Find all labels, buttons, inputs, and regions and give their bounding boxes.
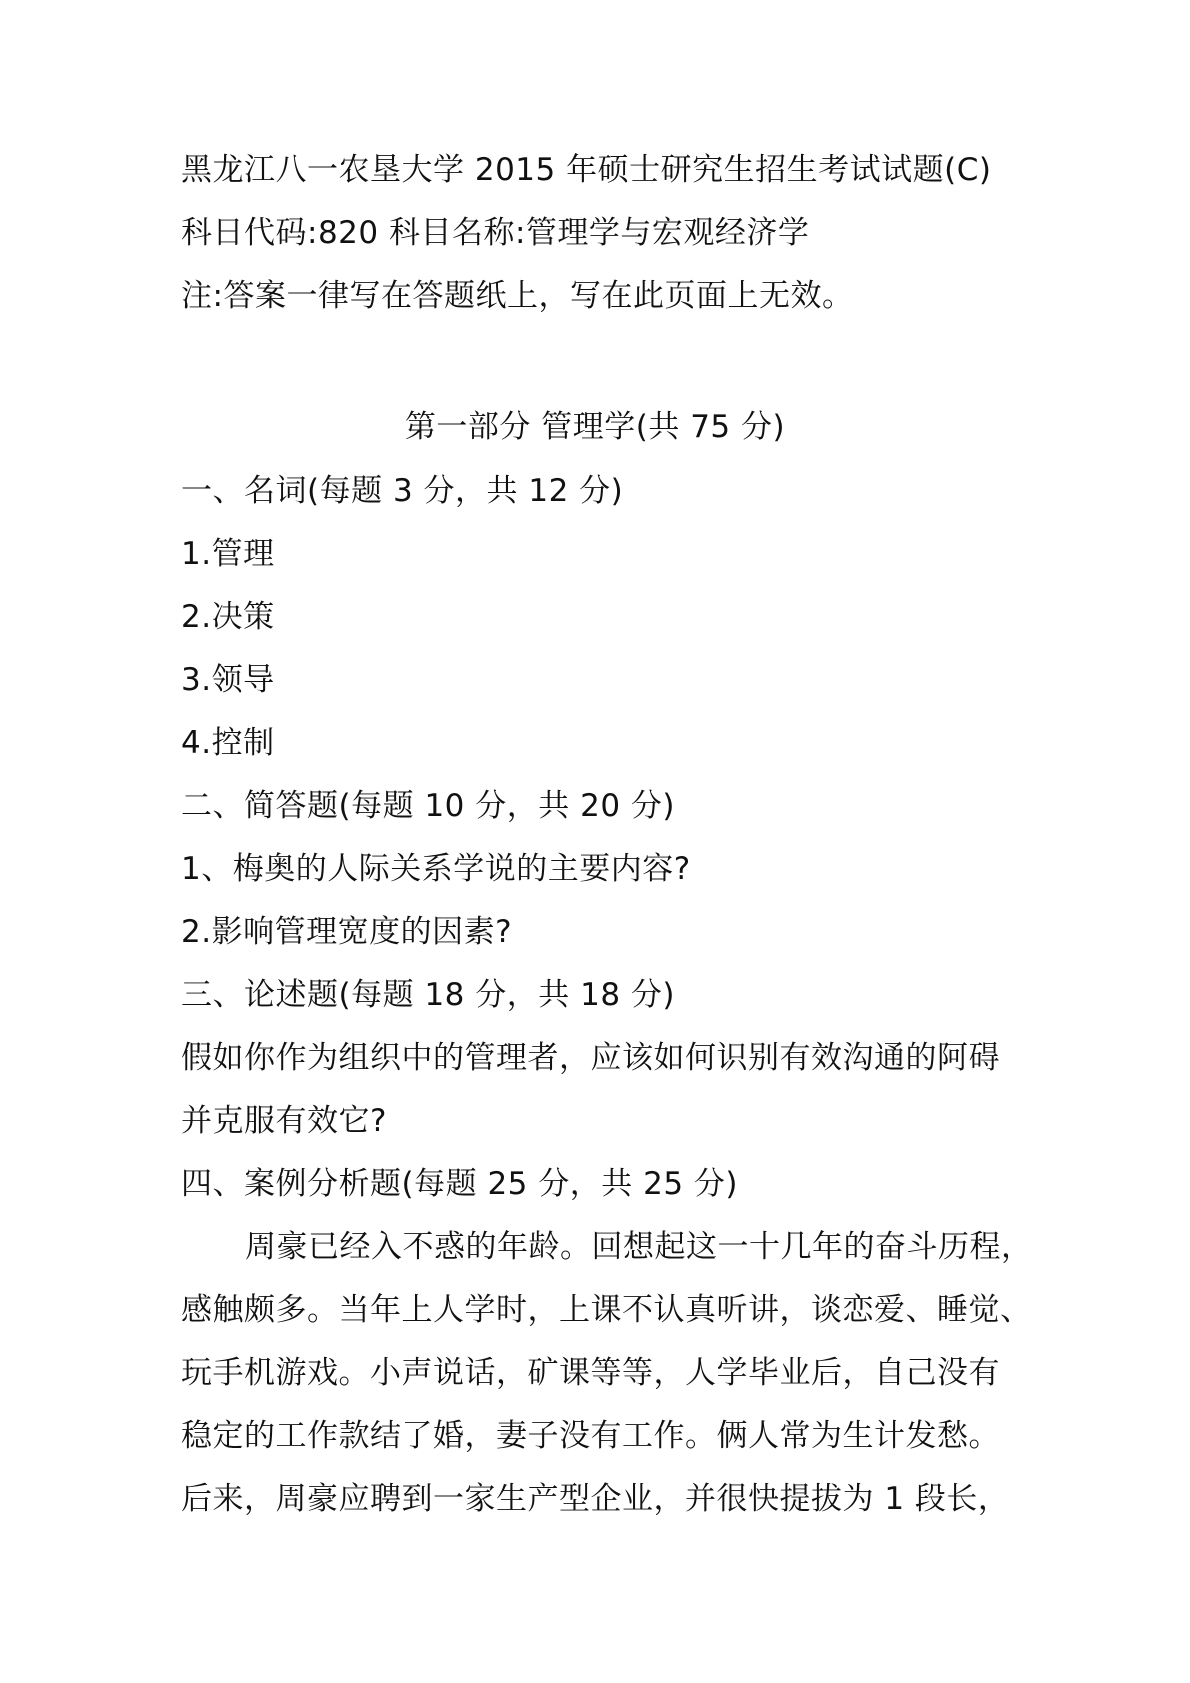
essay-question-line: 并克服有效它? [181, 1103, 387, 1139]
answer-note: 注:答案一律写在答题纸上，写在此页面上无效。 [181, 278, 854, 314]
part-one-title: 第一部分 管理学(共 75 分) [404, 409, 786, 445]
case-paragraph-line: 感触颇多。当年上人学时，上课不认真听讲，谈恋爱、睡觉、 [181, 1292, 1032, 1328]
term-item: 2.决策 [181, 599, 275, 635]
case-paragraph-line: 稳定的工作款结了婚，妻子没有工作。俩人常为生计发愁。 [181, 1418, 1000, 1454]
section-2-heading: 二、简答题(每题 10 分，共 20 分) [181, 788, 675, 824]
term-item: 4.控制 [181, 725, 275, 761]
subject-code-line: 科日代码:820 科目名称:管理学与宏观经济学 [181, 215, 810, 251]
short-answer-item: 1、梅奥的人际关系学说的主要内容? [181, 851, 691, 887]
short-answer-item: 2.影响管理宽度的因素? [181, 914, 513, 950]
essay-question-line: 假如你作为组织中的管理者，应该如何识别有效沟通的阿碍 [181, 1040, 1000, 1076]
term-item: 1.管理 [181, 536, 275, 572]
case-paragraph-line: 后来，周豪应聘到一家生产型企业，并很快提拔为 1 段长， [181, 1481, 1010, 1517]
case-paragraph-line: 玩手机游戏。小声说话，矿课等等，人学毕业后，自己没有 [181, 1355, 1000, 1391]
section-3-heading: 三、论述题(每题 18 分，共 18 分) [181, 977, 675, 1013]
case-paragraph-line: 周豪已经入不惑的年龄。回想起这一十几年的奋斗历程， [245, 1229, 1033, 1265]
section-1-heading: 一、名词(每题 3 分，共 12 分) [181, 473, 624, 509]
exam-title: 黑龙江八一农垦大学 2015 年硕士研究生招生考试试题(C) [181, 152, 992, 188]
section-4-heading: 四、案例分析题(每题 25 分，共 25 分) [181, 1166, 738, 1202]
term-item: 3.领导 [181, 662, 275, 698]
